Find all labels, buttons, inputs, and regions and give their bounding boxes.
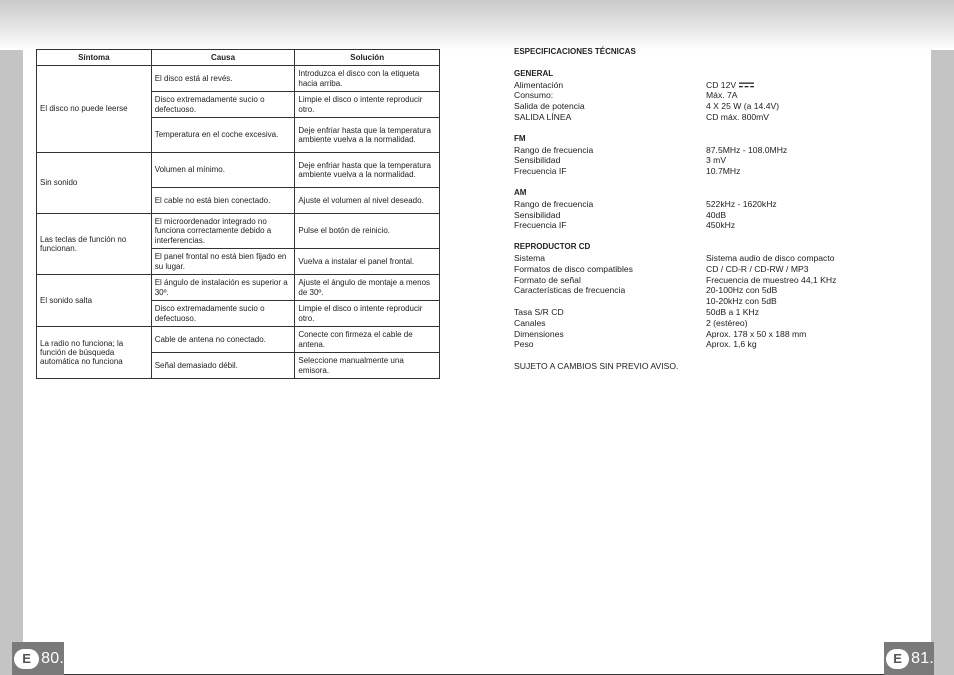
- spec-value: 2 (estéreo): [706, 317, 748, 328]
- table-row: [37, 327, 440, 353]
- table-row: [37, 214, 440, 249]
- header-band: [0, 0, 954, 50]
- spec-value: CD 12V: [706, 79, 737, 90]
- spec-label: Alimentación: [514, 79, 564, 90]
- spec-label: Rango de frecuencia: [514, 144, 594, 155]
- spec-value: 522kHz - 1620kHz: [706, 198, 777, 209]
- solution-cell: Ajuste el ángulo de montaje a menos de 30º.: [295, 275, 440, 301]
- spec-label: Peso: [514, 339, 534, 350]
- solution-cell: Deje enfriar hasta que la temperatura ambiente vuelva a la normalidad.: [295, 153, 440, 188]
- specs-footer-note: SUJETO A CAMBIOS SIN PREVIO AVISO.: [514, 361, 679, 372]
- spec-value: Máx. 7A: [706, 90, 738, 101]
- cause-cell: El cable no está bien conectado.: [151, 188, 295, 214]
- page-number-text: 81.: [911, 649, 934, 667]
- spec-label: Frecuencia IF: [514, 166, 567, 177]
- spec-row: [514, 275, 914, 286]
- page-number-right: [884, 642, 934, 675]
- solution-cell: Limpie el disco o intente reproducir otro.: [295, 301, 440, 327]
- cause-cell: Señal demasiado débil.: [151, 353, 295, 379]
- spec-row: [514, 210, 914, 221]
- spec-value: Frecuencia de muestreo 44,1 KHz: [706, 274, 837, 285]
- table-row: [37, 275, 440, 301]
- header-symptom: Síntoma: [37, 50, 152, 66]
- spec-label: Rango de frecuencia: [514, 198, 594, 209]
- spec-value: 87.5MHz - 108.0MHz: [706, 144, 788, 155]
- table-row: [37, 153, 440, 188]
- cause-cell: El disco está al revés.: [151, 66, 295, 92]
- page-number-left: [12, 642, 64, 675]
- spec-value: 4 X 25 W (a 14.4V): [706, 101, 780, 112]
- spec-row: [514, 199, 914, 210]
- symptom-cell: El sonido salta: [37, 275, 152, 327]
- spec-label: Frecuencia IF: [514, 220, 567, 231]
- spec-value: 450kHz: [706, 220, 736, 231]
- solution-cell: Pulse el botón de reinicio.: [295, 214, 440, 249]
- spec-label: Características de frecuencia: [514, 285, 626, 296]
- symptom-cell: Sin sonido: [37, 153, 152, 214]
- solution-cell: Limpie el disco o intente reproducir otro.: [295, 92, 440, 118]
- spec-label: Canales: [514, 317, 546, 328]
- spec-value: CD máx. 800mV: [706, 111, 770, 122]
- spec-row: [514, 145, 914, 156]
- specs-section-fm: FM: [514, 133, 526, 143]
- spec-row: [514, 155, 914, 166]
- spec-row: [514, 329, 914, 340]
- dc-symbol-icon: [739, 82, 754, 88]
- spec-row: [514, 318, 914, 329]
- spec-row: [514, 166, 914, 177]
- solution-cell: Ajuste el volumen al nivel deseado.: [295, 188, 440, 214]
- spec-value: Sistema audio de disco compacto: [706, 252, 835, 263]
- table-row: [37, 66, 440, 92]
- left-margin-bar: [0, 50, 23, 675]
- cause-cell: El panel frontal no está bien fijado en su lugar.: [151, 249, 295, 275]
- spec-value: 10.7MHz: [706, 166, 741, 177]
- header-cause: Causa: [151, 50, 295, 66]
- spec-row: [514, 220, 914, 231]
- spec-label: Salida de potencia: [514, 101, 585, 112]
- table-header-row: [37, 50, 440, 66]
- solution-cell: Vuelva a instalar el panel frontal.: [295, 249, 440, 275]
- spec-value: 50dB a 1 KHz: [706, 306, 760, 317]
- cause-cell: Volumen al mínimo.: [151, 153, 295, 188]
- specifications-block: [514, 47, 914, 372]
- language-badge: E: [14, 649, 39, 669]
- spec-value: Aprox. 1,6 kg: [706, 339, 757, 350]
- page-number-text: 80.: [41, 649, 64, 667]
- spec-row: [514, 80, 914, 91]
- spec-row: [514, 90, 914, 101]
- symptom-cell: La radio no funciona; la función de búsqueda automática no funciona: [37, 327, 152, 379]
- spec-row: [514, 285, 914, 296]
- troubleshooting-table: [36, 49, 440, 379]
- spec-row: [514, 296, 914, 307]
- solution-cell: Seleccione manualmente una emisora.: [295, 353, 440, 379]
- spec-value: Aprox. 178 x 50 x 188 mm: [706, 328, 807, 339]
- spec-value: 40dB: [706, 209, 727, 220]
- right-margin-bar: [931, 50, 954, 675]
- spec-label: Sensibilidad: [514, 155, 561, 166]
- spec-label: Sensibilidad: [514, 209, 561, 220]
- spec-label: SALIDA LÍNEA: [514, 111, 572, 122]
- specs-section-am: AM: [514, 187, 527, 197]
- spec-row: [514, 112, 914, 123]
- spec-label: Dimensiones: [514, 328, 564, 339]
- specs-title: ESPECIFICACIONES TÉCNICAS: [514, 47, 636, 56]
- spec-label: Tasa S/R CD: [514, 306, 564, 317]
- cause-cell: Disco extremadamente sucio o defectuoso.: [151, 92, 295, 118]
- cause-cell: Cable de antena no conectado.: [151, 327, 295, 353]
- spec-value: 3 mV: [706, 155, 727, 166]
- symptom-cell: Las teclas de función no funcionan.: [37, 214, 152, 275]
- solution-cell: Introduzca el disco con la etiqueta hacia arriba.: [295, 66, 440, 92]
- spec-row: [514, 101, 914, 112]
- header-solution: Solución: [295, 50, 440, 66]
- spec-row: [514, 339, 914, 350]
- spec-label: Consumo:: [514, 90, 554, 101]
- spec-label: Formato de señal: [514, 274, 581, 285]
- cause-cell: El ángulo de instalación es superior a 30º.: [151, 275, 295, 301]
- cause-cell: El microordenador integrado no funciona correctamente debido a interferencias.: [151, 214, 295, 249]
- symptom-cell: El disco no puede leerse: [37, 66, 152, 153]
- solution-cell: Deje enfriar hasta que la temperatura ambiente vuelva a la normalidad.: [295, 118, 440, 153]
- solution-cell: Conecte con firmeza el cable de antena.: [295, 327, 440, 353]
- spec-label: Formatos de disco compatibles: [514, 263, 633, 274]
- cause-cell: Temperatura en el coche excesiva.: [151, 118, 295, 153]
- spec-row: [514, 307, 914, 318]
- spec-row: [514, 253, 914, 264]
- spec-row: [514, 264, 914, 275]
- specs-section-cd: REPRODUCTOR CD: [514, 242, 591, 252]
- specs-section-general: GENERAL: [514, 68, 554, 78]
- spec-label: [514, 296, 706, 307]
- cause-cell: Disco extremadamente sucio o defectuoso.: [151, 301, 295, 327]
- language-badge: E: [886, 649, 909, 669]
- spec-value: 20-100Hz con 5dB: [706, 285, 778, 296]
- spec-value: CD / CD-R / CD-RW / MP3: [706, 263, 809, 274]
- spec-label: Sistema: [514, 252, 546, 263]
- spec-value: 10-20kHz con 5dB: [706, 296, 777, 307]
